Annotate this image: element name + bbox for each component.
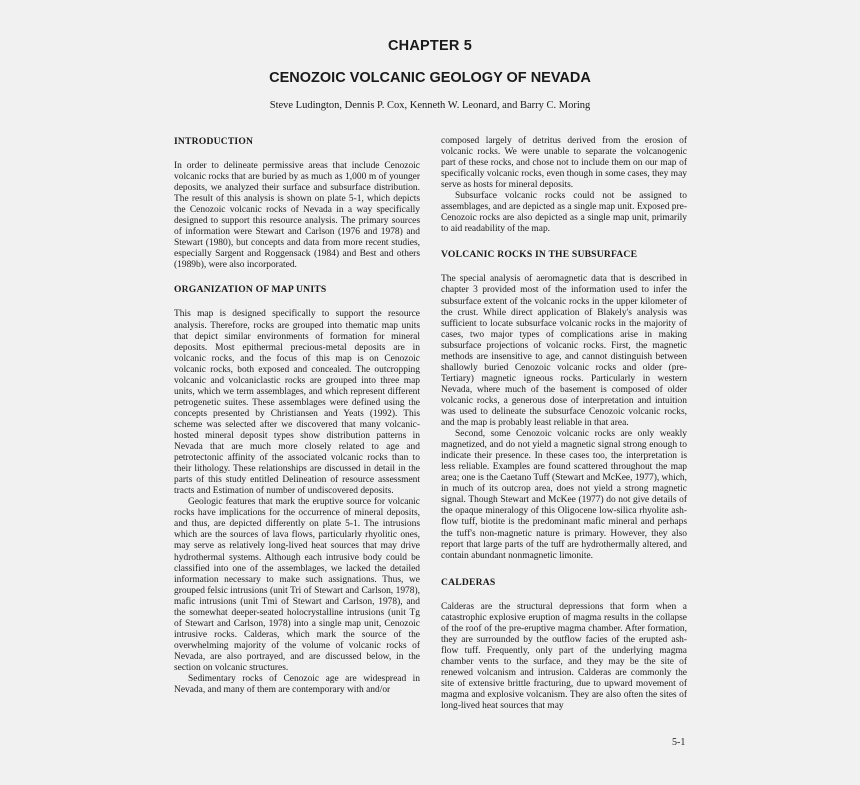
chapter-title: CENOZOIC VOLCANIC GEOLOGY OF NEVADA: [269, 70, 591, 86]
paragraph: Subsurface volcanic rocks could not be assigned to assemblages, and are depicted as a single map unit. Exposed pre-Cenozoic rocks are also depicted as a single map unit, primarily to aid readability of the map.: [441, 191, 687, 235]
section-heading-subsurface: VOLCANIC ROCKS IN THE SUBSURFACE: [441, 249, 638, 261]
section-heading-calderas: CALDERAS: [441, 576, 496, 588]
page-number: 5-1: [672, 737, 686, 748]
paragraph: Second, some Cenozoic volcanic rocks are only weakly magnetized, and do not yield a magnetic signal strong enough to indicate their presence. In these cases too, the interpretation is less reliable. Examples are found scattered throughout the map area; one is the Caetano Tuff (Stewart and McKee, 1977), which, in much of its outcrop area, does not yield a strong magnetic signal. Though Stewart and McKee (1977) do not give details of the opaque mineralogy of this Oligocene low-silica rhyolite ash-flow tuff, biotite is the predominant mafic mineral and perhaps the tuff's non-magnetic nature is primary. However, they also report that large parts of the tuff are hydrothermally altered, and contain abundant nonmagnetic limonite.: [441, 429, 687, 561]
chapter-label: CHAPTER 5: [388, 38, 472, 54]
paragraph: composed largely of detritus derived from the erosion of volcanic rocks. We were unable to separate the volcanogenic part of these rocks, and chose not to include them on our map of specifically volcanic rocks, even though in some cases, they may serve as hosts for mineral deposits.: [441, 136, 687, 191]
paragraph: Geologic features that mark the eruptive source for volcanic rocks have implications for the occurrence of mineral deposits, and thus, are depicted differently on plate 5-1. The intrusions which are the sources of lava flows, particularly rhyolitic ones, may serve as relatively long-lived heat sources that may drive hydrothermal systems. Although each intrusive body could be classified into one of the assemblages, we lacked the detailed information necessary to make such assignations. Thus, we grouped felsic intrusions (unit Tri of Stewart and Carlson, 1978), mafic intrusions (unit Tmi of Stewart and Carlson, 1978), and the somewhat deeper-seated holocrystalline intrusions (unit Tg of Stewart and Carlson, 1978) into a single map unit, Cenozoic intrusive rocks. Calderas, which mark the source of the overwhelming majority of the volume of volcanic rocks of Nevada, are also portrayed, and are discussed below, in the section on volcanic structures.: [174, 497, 420, 673]
paragraph: Sedimentary rocks of Cenozoic age are widespread in Nevada, and many of them are contemporary with and/or: [174, 674, 420, 696]
section-heading-introduction: INTRODUCTION: [174, 136, 254, 147]
paragraph: The special analysis of aeromagnetic data that is described in chapter 3 provided most of the information used to infer the subsurface extent of the volcanic rocks in the upper kilometer of the crust. While direct application of Blakely's analysis was sufficient to locate subsurface volcanic rocks in the majority of cases, two major types of complications arise in making subsurface projections of volcanic rocks. First, the magnetic methods are insensitive to age, and cannot distinguish between shallowly buried Cenozoic volcanic rocks and older (pre-Tertiary) magnetic igneous rocks. Particularly in western Nevada, where much of the basement is composed of older volcanic rocks, a generous dose of interpretation and intuition was used to delineate the subsurface Cenozoic volcanic rocks, and the map is probably least reliable in that area.: [441, 274, 687, 429]
paragraph: In order to delineate permissive areas that include Cenozoic volcanic rocks that are buried by as much as 1,000 m of younger deposits, we analyzed their surface and subsurface distribution. The result of this analysis is shown on plate 5-1, which depicts the Cenozoic volcanic rocks of Nevada in a way specifically designed to support this resource analysis. The primary sources of information were Stewart and Carlson (1976 and 1978) and Stewart (1980), but concepts and data from more recent studies, especially Sargent and Roggensack (1984) and Best and others (1989b), were also incorporated.: [174, 161, 420, 271]
section-heading-organization: ORGANIZATION OF MAP UNITS: [174, 284, 327, 296]
author-list: Steve Ludington, Dennis P. Cox, Kenneth W. Leonard, and Barry C. Moring: [269, 100, 591, 111]
right-column: [441, 136, 687, 712]
paragraph: Calderas are the structural depressions that form when a catastrophic explosive eruption of magma results in the collapse of the roof of the pre-eruptive magma chamber. After formation, they are surrounded by the outflow facies of the erupted ash-flow tuff. Frequently, only part of the underlying magma chamber vents to the surface, and they may be the site of renewed volcanism and intrusion. Calderas are commonly the site of extensive brittle fracturing, due to upward movement of magma and explosive volcanism. They are also often the sites of long-lived heat sources that may: [441, 601, 687, 712]
left-column: [174, 136, 420, 696]
paragraph: This map is designed specifically to support the resource analysis. Therefore, rocks are grouped into thematic map units that depict similar environments of formation for mineral deposits. Most epithermal precious-metal deposits are in volcanic rocks, and the focus of this map is on Cenozoic volcanic rocks, both exposed and concealed. The outcropping volcanic and volcaniclastic rocks are grouped into three map units, which we term assemblages, and which represent different petrogenetic suites. These assemblages were defined using the concepts presented by Christiansen and Yeats (1992). This scheme was selected after we discovered that many volcanic-hosted mineral deposit types show distribution patterns in Nevada that are much more closely related to age and petrotectonic affinity of the associated volcanic rocks than to their lithology. These relationships are discussed in detail in the parts of this study entitled Delineation of resource assessment tracts and Estimation of number of undiscovered deposits.: [174, 309, 420, 497]
